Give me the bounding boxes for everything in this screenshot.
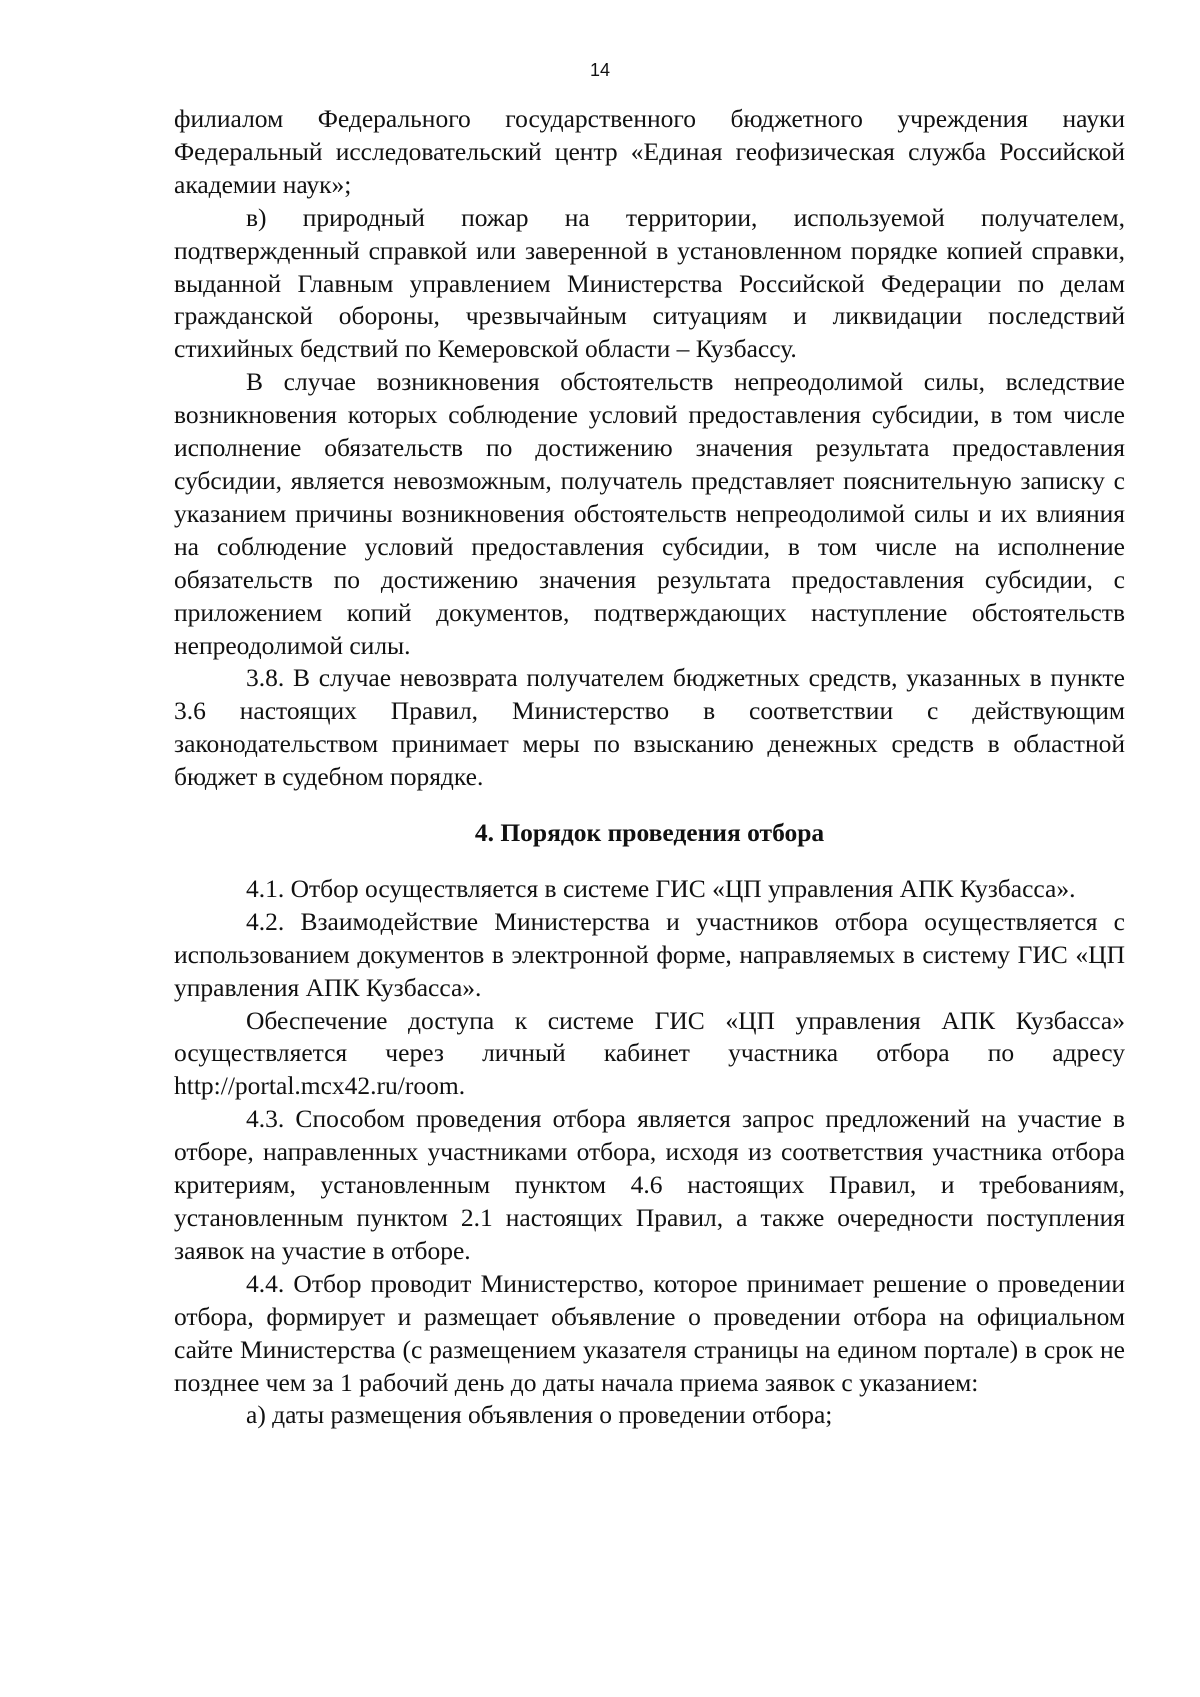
paragraph-3-8: 3.8. В случае невозврата получателем бюджетных средств, указанных в пункте 3.6 настоящих Правил, Министерство в соответствии с действующим законодательством принимает меры по взысканию денежных средств в областной бюджет в судебном порядке. [174,663,1125,792]
paragraph-access: Обеспечение доступа к системе ГИС «ЦП управления АПК Кузбасса» осуществляется через личный кабинет участника отбора по адресу http://portal.mcx42.ru/room. [174,1005,1125,1101]
paragraph-item-v: в) природный пожар на территории, используемой получателем, подтвержденный справкой или заверенной в установленном порядке копией справки, выданной Главным управлением Министерства Российской Федерации по делам гражданской обороны, чрезвычайным ситуациям и ликвидации последствий стихийных бедствий по Кемеровской области – Кузбассу. [174,202,1125,364]
section-heading: 4. Порядок проведения отбора [474,818,825,848]
paragraph-4-2: 4.2. Взаимодействие Министерства и участников отбора осуществляется с использованием документов в электронной форме, направляемых в систему ГИС «ЦП управления АПК Кузбасса». [174,906,1125,1002]
page-number: 14 [589,60,611,80]
paragraph-continuation: филиалом Федерального государственного бюджетного учреждения науки Федеральный исследовательский центр «Единая геофизическая служба Российской академии наук»; [174,104,1125,199]
document-body [174,103,1125,1432]
paragraph-4-1: 4.1. Отбор осуществляется в системе ГИС «ЦП управления АПК Кузбасса». [246,873,1076,903]
paragraph-item-a: а) даты размещения объявления о проведении отбора; [246,1400,833,1430]
paragraph-force-majeure: В случае возникновения обстоятельств непреодолимой силы, вследствие возникновения которых соблюдение условий предоставления субсидии, в том числе исполнение обязательств по достижению значения результата предоставления субсидии, является невозможным, получатель представляет пояснительную записку с указанием причины возникновения обстоятельств непреодолимой силы и их влияния на соблюдение условий предоставления субсидии, в том числе на исполнение обязательств по достижению значения результата предоставления субсидии, с приложением копий документов, подтверждающих наступление обстоятельств непреодолимой силы. [174,367,1125,660]
paragraph-4-3: 4.3. Способом проведения отбора является запрос предложений на участие в отборе, направленных участниками отбора, исходя из соответствия участника отбора критериям, установленным пунктом 4.6 настоящих Правил, и требованиям, установленным пунктом 2.1 настоящих Правил, а также очередности поступления заявок на участие в отборе. [174,1104,1125,1265]
paragraph-4-4: 4.4. Отбор проводит Министерство, которое принимает решение о проведении отбора, формирует и размещает объявление о проведении отбора на официальном сайте Министерства (с размещением указателя страницы на едином портале) в срок не позднее чем за 1 рабочий день до даты начала приема заявок с указанием: [174,1268,1125,1397]
